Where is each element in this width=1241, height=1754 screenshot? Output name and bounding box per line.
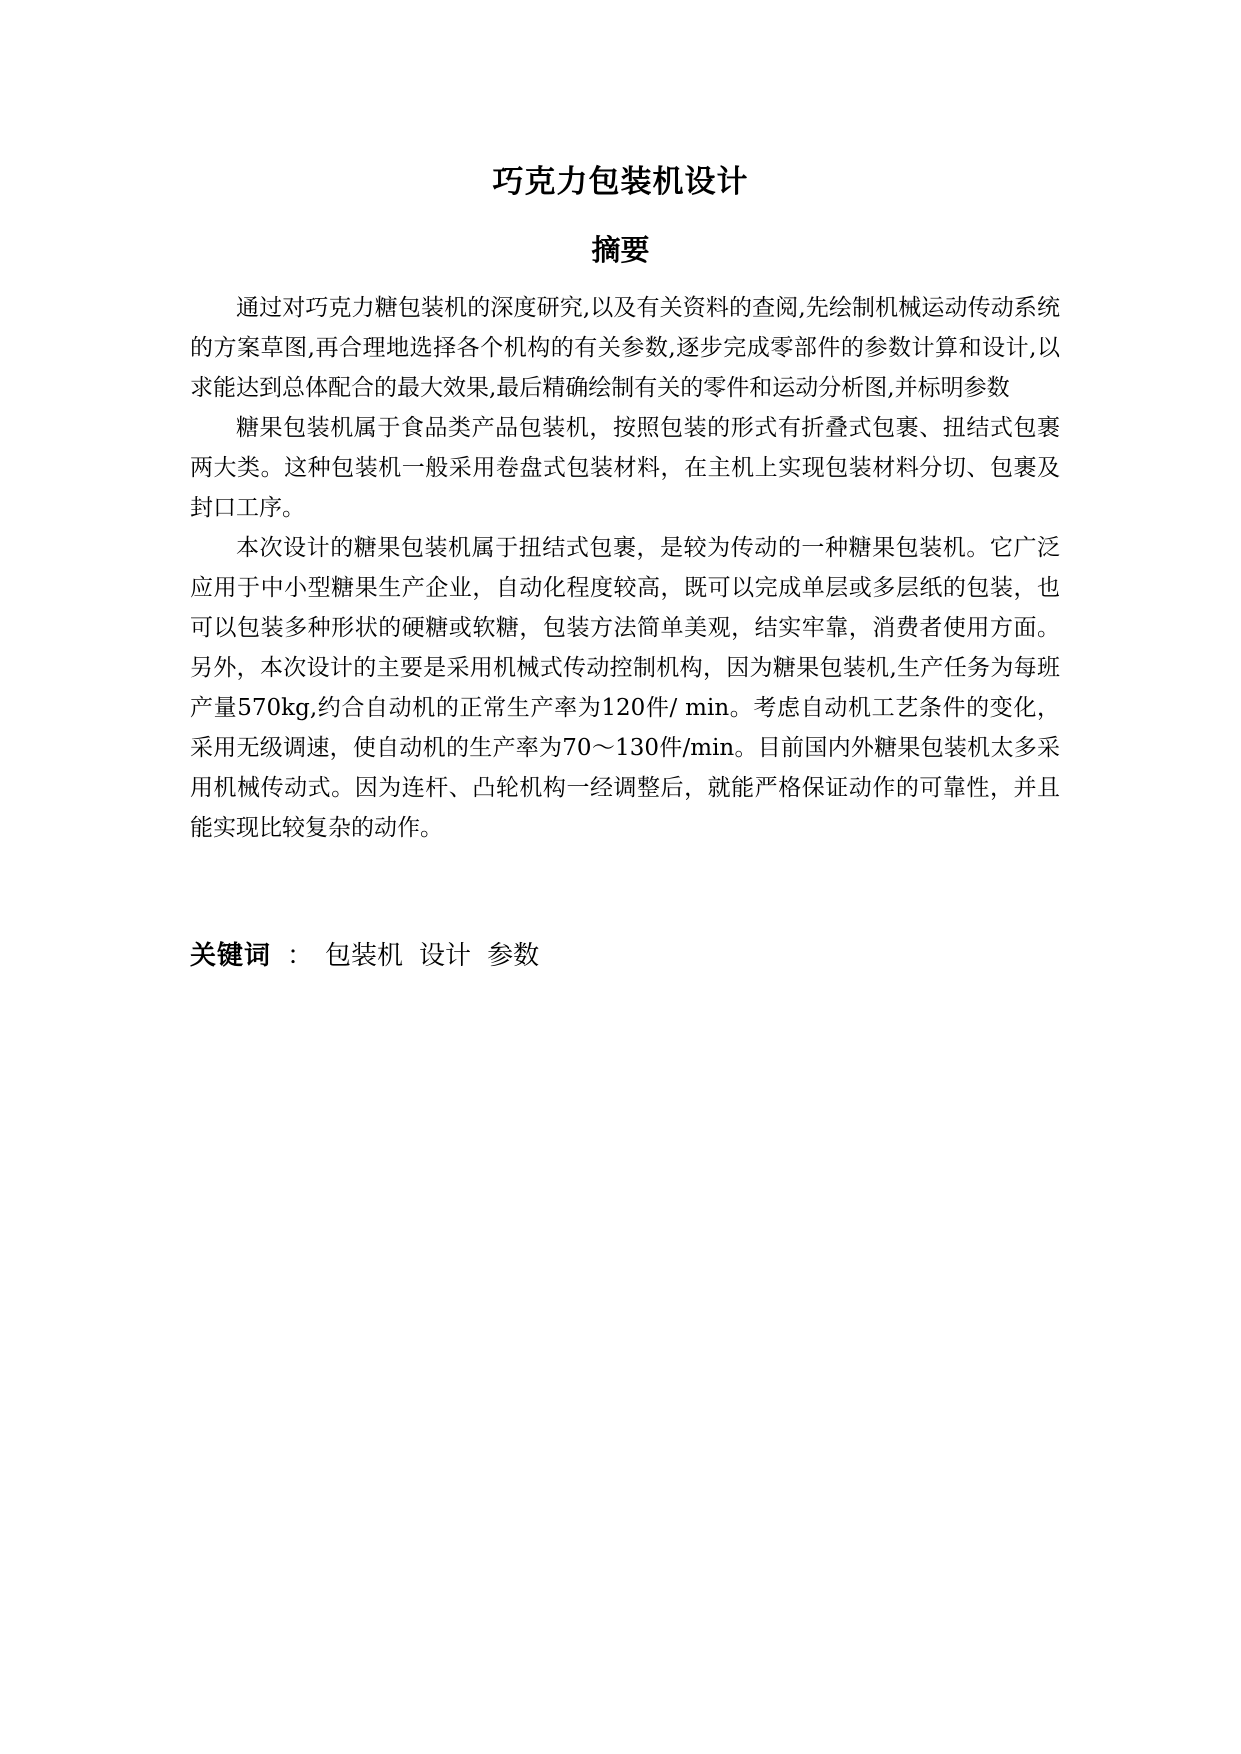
abstract-paragraph-2: 糖果包装机属于食品类产品包装机，按照包装的形式有折叠式包裹、扭结式包裹两大类。这种包装机一般采用卷盘式包装材料，在主机上实现包装材料分切、包裹及封口工序。 [190,415,1060,521]
keywords-separator: ： [287,941,314,971]
keywords-line [190,936,1060,976]
keyword-item: 设计 [419,941,472,971]
abstract-heading: 摘要 [591,233,650,267]
document-title: 巧克力包装机设计 [492,164,749,200]
keyword-item: 包装机 [325,941,404,971]
abstract-body [190,288,1060,848]
keywords-label: 关键词 [190,941,272,971]
keyword-item: 参数 [487,941,540,971]
abstract-paragraph-3: 本次设计的糖果包装机属于扭结式包裹，是较为传动的一种糖果包装机。它广泛应用于中小型糖果生产企业，自动化程度较高，既可以完成单层或多层纸的包装，也可以包装多种形状的硬糖或软糖，包装方法简单美观，结实牢靠，消费者使用方面。另外，本次设计的主要是采用机械式传动控制机构，因为糖果包装机,生产任务为每班产量570kg,约合自动机的正常生产率为120件/ min。考虑自动机工艺条件的变化，采用无级调速，使自动机的生产率为70～130件/min。目前国内外糖果包装机太多采用机械传动式。因为连杆、凸轮机构一经调整后，就能严格保证动作的可靠性，并且能实现比较复杂的动作。 [190,535,1060,841]
abstract-paragraph-1: 通过对巧克力糖包装机的深度研究,以及有关资料的查阅,先绘制机械运动传动系统的方案草图,再合理地选择各个机构的有关参数,逐步完成零部件的参数计算和设计,以求能达到总体配合的最大效果,最后精确绘制有关的零件和运动分析图,并标明参数 [190,295,1060,401]
